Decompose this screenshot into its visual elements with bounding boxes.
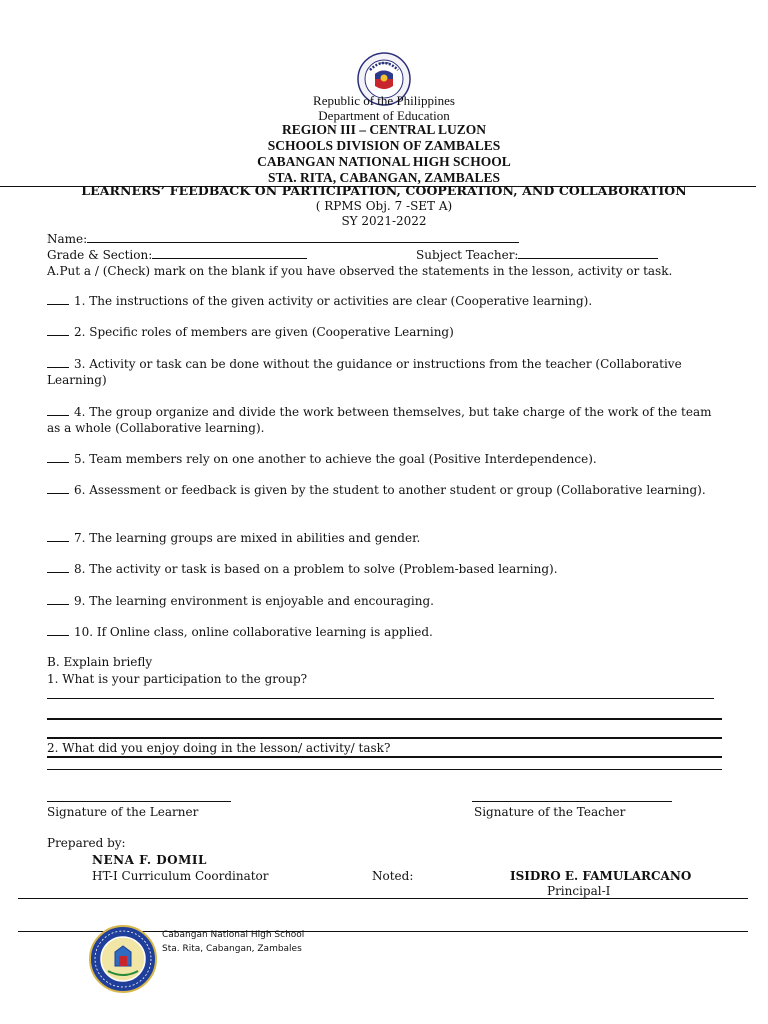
check-blank[interactable] [47, 561, 69, 573]
check-blank[interactable] [47, 451, 69, 463]
region-text: REGION III – CENTRAL LUZON [281, 122, 487, 137]
section-b-heading: B. Explain briefly [47, 655, 153, 669]
noted-label: Noted: [372, 869, 414, 883]
question-1: 1. What is your participation to the group? [47, 672, 308, 686]
footer-school-address: Sta. Rita, Cabangan, Zambales [162, 944, 302, 954]
check-blank[interactable] [47, 404, 69, 416]
principal-position: Principal-I [547, 884, 611, 898]
preparer-position: HT-I Curriculum Coordinator [92, 869, 269, 883]
teacher-signature-line[interactable] [472, 801, 672, 802]
checklist-item: 10. If Online class, online collaborative learning is applied. [47, 624, 727, 640]
division-text: SCHOOLS DIVISION OF ZAMBALES [267, 138, 501, 153]
learner-signature-label: Signature of the Learner [47, 805, 199, 819]
grade-section-field[interactable] [47, 247, 307, 262]
department-text: Department of Education [318, 108, 450, 123]
section-a-instruction: A.Put a / (Check) mark on the blank if you have observed the statements in the lesson, activity or task. [47, 264, 673, 278]
teacher-signature-label: Signature of the Teacher [474, 805, 626, 819]
teacher-label: Subject Teacher: [416, 248, 519, 262]
check-blank[interactable] [47, 356, 69, 368]
form-title: LEARNERS’ FEEDBACK ON PARTICIPATION, COOPERATION, AND COLLABORATION [81, 183, 687, 198]
name-blank[interactable] [87, 231, 519, 243]
check-blank[interactable] [47, 593, 69, 605]
checklist-item: 5. Team members rely on one another to achieve the goal (Positive Interdependence). [47, 451, 727, 467]
answer-line[interactable] [47, 769, 722, 770]
republic-text: Republic of the Philippines [313, 93, 455, 108]
answer-line[interactable] [47, 756, 722, 758]
checklist-item: 9. The learning environment is enjoyable and encouraging. [47, 593, 727, 609]
school-year: SY 2021-2022 [341, 214, 427, 228]
answer-line[interactable] [47, 718, 722, 720]
checklist-item: 6. Assessment or feedback is given by the student to another student or group (Collaborative learning). [47, 482, 727, 498]
preparer-name: NENA F. DOMIL [92, 853, 207, 867]
grade-label: Grade & Section: [47, 248, 153, 262]
learner-signature-line[interactable] [47, 801, 231, 802]
answer-line[interactable] [47, 737, 722, 739]
check-blank[interactable] [47, 324, 69, 336]
check-blank[interactable] [47, 482, 69, 494]
question-2: 2. What did you enjoy doing in the lesson/ activity/ task? [47, 741, 391, 755]
school-seal-logo [88, 924, 158, 994]
check-blank[interactable] [47, 530, 69, 542]
checklist-item: 8. The activity or task is based on a problem to solve (Problem-based learning). [47, 561, 727, 577]
checklist-item: 4. The group organize and divide the work between themselves, but take charge of the work of the team as a whole (Collaborative learning). [47, 405, 712, 435]
check-blank[interactable] [47, 624, 69, 636]
school-address: STA. RITA, CABANGAN, ZAMBALES [267, 170, 501, 185]
name-field[interactable] [47, 231, 519, 246]
checklist-item: 1. The instructions of the given activity or activities are clear (Cooperative learning). [47, 293, 727, 309]
grade-blank[interactable] [152, 247, 307, 259]
principal-name: ISIDRO E. FAMULARCANO [510, 869, 692, 883]
checklist-item: 3. Activity or task can be done without the guidance or instructions from the teacher (Collaborative Learning) [47, 357, 682, 387]
checklist-item: 7. The learning groups are mixed in abilities and gender. [47, 530, 727, 546]
school-name: CABANGAN NATIONAL HIGH SCHOOL [257, 154, 511, 169]
footer-divider [18, 898, 748, 899]
check-blank[interactable] [47, 293, 69, 305]
footer-school-name: Cabangan National High School [162, 930, 305, 940]
prepared-by-label: Prepared by: [47, 836, 126, 850]
teacher-blank[interactable] [518, 247, 658, 259]
teacher-field[interactable] [416, 247, 658, 262]
answer-line[interactable] [47, 698, 714, 699]
rpms-label: ( RPMS Obj. 7 -SET A) [315, 199, 453, 213]
checklist-item: 2. Specific roles of members are given (Cooperative Learning) [47, 324, 727, 340]
name-label: Name: [47, 232, 88, 246]
